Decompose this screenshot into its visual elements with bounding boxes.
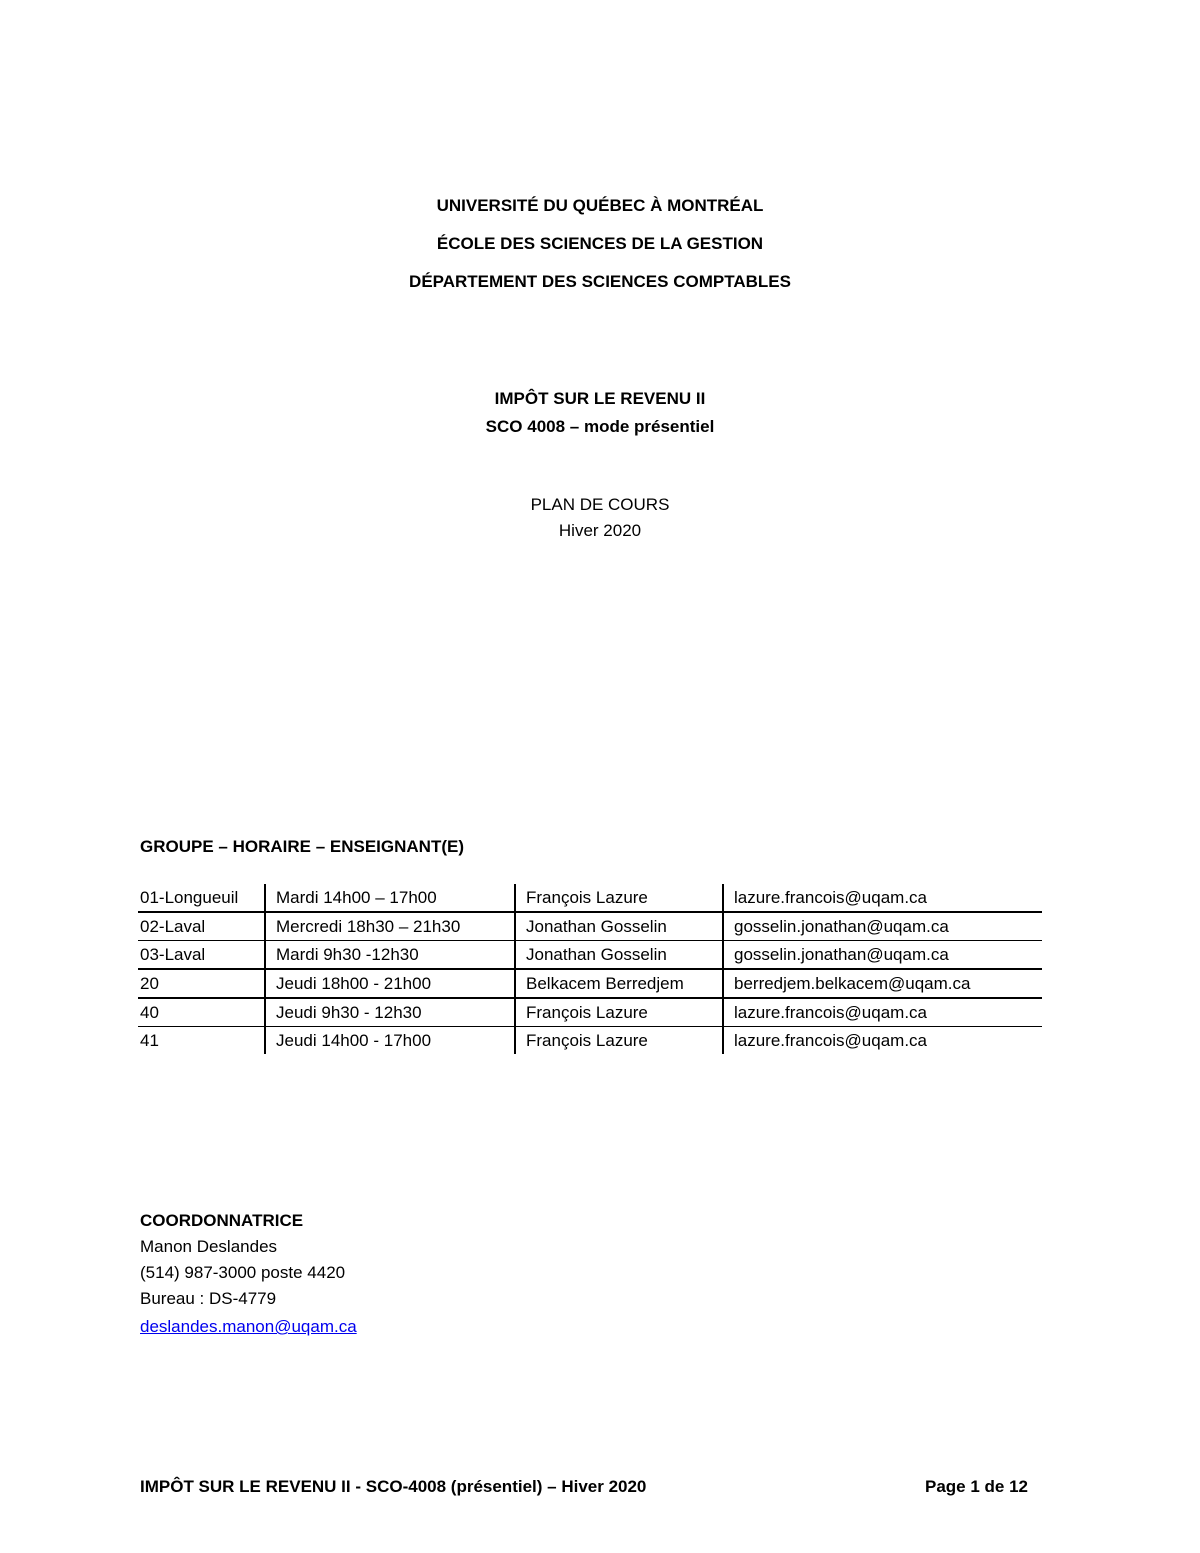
university-name: UNIVERSITÉ DU QUÉBEC À MONTRÉAL bbox=[436, 196, 764, 215]
teacher-cell: François Lazure bbox=[515, 884, 723, 912]
table-row bbox=[138, 1027, 1042, 1055]
course-plan-label: PLAN DE COURS bbox=[530, 495, 670, 514]
course-code-mode: SCO 4008 – mode présentiel bbox=[485, 417, 715, 436]
teacher-cell: Jonathan Gosselin bbox=[515, 912, 723, 941]
time-cell: Jeudi 9h30 - 12h30 bbox=[265, 998, 515, 1027]
footer-course-info: IMPÔT SUR LE REVENU II - SCO-4008 (présentiel) – Hiver 2020 bbox=[140, 1477, 647, 1496]
schedule-table bbox=[138, 884, 1042, 1054]
table-row bbox=[138, 998, 1042, 1027]
course-term: Hiver 2020 bbox=[558, 521, 642, 540]
group-cell: 01-Longueuil bbox=[138, 884, 265, 912]
time-cell: Mercredi 18h30 – 21h30 bbox=[265, 912, 515, 941]
email-cell: berredjem.belkacem@uqam.ca bbox=[723, 969, 1042, 998]
footer-page-number: Page 1 de 12 bbox=[924, 1477, 1028, 1496]
schedule-heading: GROUPE – HORAIRE – ENSEIGNANT(E) bbox=[140, 837, 464, 856]
teacher-cell: Jonathan Gosselin bbox=[515, 941, 723, 970]
table-row bbox=[138, 941, 1042, 970]
time-cell: Mardi 9h30 -12h30 bbox=[265, 941, 515, 970]
email-cell: lazure.francois@uqam.ca bbox=[723, 884, 1042, 912]
email-cell: gosselin.jonathan@uqam.ca bbox=[723, 941, 1042, 970]
table-row bbox=[138, 912, 1042, 941]
teacher-cell: Belkacem Berredjem bbox=[515, 969, 723, 998]
email-cell: lazure.francois@uqam.ca bbox=[723, 1027, 1042, 1055]
teacher-cell: François Lazure bbox=[515, 1027, 723, 1055]
coordinator-office: Bureau : DS-4779 bbox=[140, 1289, 277, 1308]
teacher-cell: François Lazure bbox=[515, 998, 723, 1027]
group-cell: 41 bbox=[140, 1030, 159, 1050]
time-cell: Mardi 14h00 – 17h00 bbox=[265, 884, 515, 912]
group-cell: 20 bbox=[138, 969, 265, 998]
group-cell: 03-Laval bbox=[138, 941, 265, 970]
department-name: DÉPARTEMENT DES SCIENCES COMPTABLES bbox=[409, 272, 791, 291]
coordinator-heading: COORDONNATRICE bbox=[140, 1211, 304, 1230]
time-cell: Jeudi 14h00 - 17h00 bbox=[265, 1027, 515, 1055]
coordinator-name: Manon Deslandes bbox=[140, 1237, 278, 1256]
course-title: IMPÔT SUR LE REVENU II bbox=[494, 389, 706, 408]
email-cell: gosselin.jonathan@uqam.ca bbox=[723, 912, 1042, 941]
coordinator-phone: (514) 987-3000 poste 4420 bbox=[140, 1263, 346, 1282]
coordinator-email-link[interactable]: deslandes.manon@uqam.ca bbox=[140, 1317, 357, 1336]
time-cell: Jeudi 18h00 - 21h00 bbox=[265, 969, 515, 998]
email-cell: lazure.francois@uqam.ca bbox=[723, 998, 1042, 1027]
group-cell: 02-Laval bbox=[138, 912, 265, 941]
group-cell: 40 bbox=[138, 998, 265, 1027]
table-row bbox=[138, 884, 1042, 912]
table-row bbox=[138, 969, 1042, 998]
school-name: ÉCOLE DES SCIENCES DE LA GESTION bbox=[436, 234, 764, 253]
